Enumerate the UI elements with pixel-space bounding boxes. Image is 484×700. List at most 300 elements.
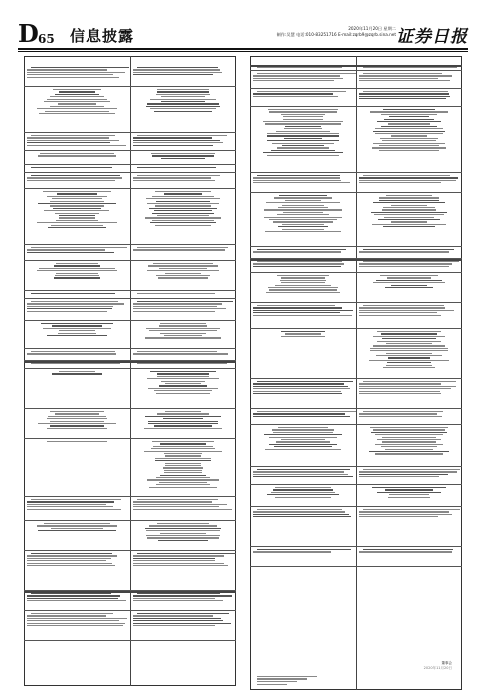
fine-print-line <box>377 439 440 440</box>
table-row-divider <box>24 290 236 291</box>
fine-print-line <box>159 325 206 326</box>
fine-print-line <box>137 67 218 68</box>
fine-print-line <box>164 193 202 194</box>
fine-print-line <box>359 182 441 183</box>
fine-print-line <box>263 152 343 153</box>
fine-print-line <box>133 565 228 566</box>
fine-print-line <box>363 411 443 412</box>
page-number: 65 <box>38 32 55 46</box>
fine-print-line <box>279 195 327 196</box>
fine-print-line <box>375 434 444 435</box>
fine-print-line <box>376 355 443 356</box>
fine-print-line <box>373 202 446 203</box>
fine-print-line <box>359 93 449 94</box>
fine-print-line <box>155 191 212 192</box>
fine-print-line <box>133 506 219 507</box>
fine-print-line <box>359 180 456 181</box>
fine-print-line <box>273 432 333 433</box>
header-rule <box>18 48 468 50</box>
fine-print-line <box>27 565 115 566</box>
fine-print-line <box>50 201 104 202</box>
fine-print-line <box>375 133 442 134</box>
fine-print-line <box>165 383 200 384</box>
fine-print-line <box>156 484 210 485</box>
fine-print-line <box>152 220 214 221</box>
fine-print-line <box>253 386 348 387</box>
fine-print-line <box>377 121 441 122</box>
fine-print-line <box>384 217 433 218</box>
fine-print-line <box>253 177 340 178</box>
fine-print-line <box>27 618 127 619</box>
fine-print-line <box>59 217 95 218</box>
fine-print-line <box>133 137 212 138</box>
fine-print-line <box>39 268 115 269</box>
fine-print-line <box>164 453 202 454</box>
fine-print-line <box>282 224 324 225</box>
fine-print-line <box>391 135 426 136</box>
fine-print-line <box>381 114 436 115</box>
table-row-divider <box>250 408 462 409</box>
fine-print-line <box>278 207 328 208</box>
fine-print-line <box>165 455 200 456</box>
fine-print-line <box>385 489 433 490</box>
fine-print-line <box>27 509 121 510</box>
fine-print-line <box>273 489 333 490</box>
fine-print-line <box>386 365 433 366</box>
fine-print-line <box>359 474 448 475</box>
fine-print-line <box>257 73 356 74</box>
newspaper-logo: 证券日报 <box>396 27 468 47</box>
fine-print-line <box>359 263 452 264</box>
fine-print-line <box>257 67 342 68</box>
fine-print-line <box>371 212 448 213</box>
fine-print-line <box>379 200 438 201</box>
fine-print-line <box>27 142 110 143</box>
fine-print-line <box>157 373 210 374</box>
fine-print-line <box>47 418 106 419</box>
fine-print-line <box>253 266 341 267</box>
fine-print-line <box>359 78 438 79</box>
fine-print-line <box>253 80 334 81</box>
announcement-body <box>24 56 462 690</box>
fine-print-line <box>274 197 332 198</box>
fine-print-line <box>155 225 210 226</box>
fine-print-line <box>160 323 205 324</box>
fine-print-line <box>53 208 101 209</box>
fine-print-line <box>133 509 232 510</box>
fine-print-line <box>147 479 220 480</box>
table-divider <box>356 56 357 690</box>
fine-print-line <box>148 421 219 422</box>
fine-print-line <box>387 277 432 278</box>
fine-print-line <box>359 471 457 472</box>
fine-print-line <box>160 475 207 476</box>
fine-print-line <box>31 553 112 554</box>
fine-print-line <box>157 413 209 414</box>
fine-print-line <box>43 191 111 192</box>
fine-print-line <box>147 270 220 271</box>
fine-print-line <box>37 222 116 223</box>
fine-print-line <box>283 119 323 120</box>
fine-print-line <box>359 388 451 389</box>
fine-print-line <box>58 103 97 104</box>
fine-print-line <box>359 315 441 316</box>
fine-print-line <box>377 341 442 342</box>
fine-print-line <box>253 307 342 308</box>
fine-print-line <box>253 388 350 389</box>
fine-print-line <box>31 167 112 168</box>
fine-print-line <box>268 109 338 110</box>
fine-print-line <box>264 209 343 210</box>
table-row-divider <box>24 320 236 321</box>
fine-print-line <box>146 198 220 199</box>
fine-print-line <box>133 72 222 73</box>
fine-print-line <box>156 477 209 478</box>
fine-print-line <box>47 335 106 336</box>
fine-print-line <box>257 509 342 510</box>
fine-print-line <box>278 427 327 428</box>
fine-print-line <box>27 180 115 181</box>
fine-print-line <box>31 293 115 294</box>
fine-print-line <box>133 140 220 141</box>
fine-print-line <box>271 150 335 151</box>
fine-print-line <box>163 418 203 419</box>
fine-print-line <box>54 277 100 278</box>
fine-print-line <box>150 99 216 100</box>
table-row-divider <box>24 610 236 611</box>
fine-print-line <box>253 474 348 475</box>
fine-print-line <box>382 437 437 438</box>
fine-print-line <box>284 138 322 139</box>
fine-print-line <box>158 540 208 541</box>
fine-print-line <box>273 221 334 222</box>
fine-print-line <box>257 411 356 412</box>
fine-print-line <box>153 446 213 447</box>
fine-print-line <box>277 275 328 276</box>
fine-print-line <box>137 301 233 302</box>
fine-print-line <box>27 623 125 624</box>
masthead <box>18 19 468 48</box>
fine-print-line <box>359 383 441 384</box>
fine-print-line <box>269 437 337 438</box>
fine-print-line <box>58 333 97 334</box>
fine-print-line <box>149 525 216 526</box>
fine-print-line <box>264 217 342 218</box>
fine-print-line <box>265 231 341 232</box>
left-announcement-column <box>24 56 236 686</box>
fine-print-line <box>146 328 220 329</box>
fine-print-line <box>359 80 450 81</box>
fine-print-line <box>55 213 100 214</box>
fine-print-line <box>154 425 212 426</box>
fine-print-line <box>44 210 109 211</box>
fine-print-line <box>137 167 216 168</box>
fine-print-line <box>27 140 119 141</box>
header-subrule <box>18 51 468 52</box>
fine-print-line <box>267 140 339 141</box>
fine-print-line <box>133 306 217 307</box>
fine-print-line <box>372 147 446 148</box>
fine-print-line <box>373 345 446 346</box>
fine-print-line <box>165 273 202 274</box>
fine-print-line <box>160 443 206 444</box>
fine-print-line <box>253 393 342 394</box>
fine-print-line <box>386 343 433 344</box>
fine-print-line <box>161 96 206 97</box>
table-row-divider <box>24 640 236 641</box>
fine-print-line <box>359 514 452 515</box>
fine-print-line <box>40 153 113 154</box>
fine-print-line <box>159 482 208 483</box>
page-letter: D <box>18 19 39 48</box>
fine-print-line <box>359 511 449 512</box>
fine-print-line <box>133 74 213 75</box>
fine-print-line <box>51 225 104 226</box>
fine-print-line <box>27 69 107 70</box>
fine-print-line <box>133 308 226 309</box>
fine-print-line <box>282 145 324 146</box>
fine-print-line <box>55 413 99 414</box>
fine-print-line <box>160 333 205 334</box>
fine-print-line <box>383 226 435 227</box>
fine-print-line <box>50 205 103 206</box>
table-row-divider <box>24 86 236 87</box>
fine-print-line <box>264 434 343 435</box>
fine-print-line <box>53 89 102 90</box>
fine-print-line <box>133 563 224 564</box>
fine-print-line <box>144 428 223 429</box>
fine-print-line <box>363 469 460 470</box>
fine-print-line <box>44 101 111 102</box>
fine-print-line <box>52 198 103 199</box>
fine-print-line <box>47 428 108 429</box>
fine-print-line <box>271 492 336 493</box>
fine-print-line <box>363 305 444 306</box>
fine-print-line <box>38 423 116 424</box>
fine-print-line <box>31 135 115 136</box>
fine-print-line <box>55 94 98 95</box>
table-row-divider <box>24 188 236 189</box>
fine-print-line <box>156 201 209 202</box>
fine-print-line <box>369 451 449 452</box>
table-row-divider <box>250 70 462 71</box>
fine-print-line <box>152 441 213 442</box>
right-announcement-column <box>250 56 462 690</box>
fine-print-line <box>253 312 340 313</box>
fine-print-line <box>133 598 215 599</box>
fine-print-line <box>373 429 445 430</box>
fine-print-line <box>59 371 96 372</box>
fine-print-line <box>372 224 447 225</box>
fine-print-line <box>378 219 440 220</box>
fine-print-line <box>145 337 221 338</box>
fine-print-line <box>27 620 119 621</box>
fine-print-line <box>363 509 460 510</box>
fine-print-line <box>257 175 340 176</box>
fine-print-line <box>382 209 436 210</box>
fine-print-line <box>57 193 97 194</box>
fine-print-line <box>56 273 97 274</box>
fine-print-line <box>27 177 122 178</box>
fine-print-line <box>133 311 215 312</box>
fine-print-line <box>266 202 340 203</box>
fine-print-line <box>381 446 437 447</box>
fine-print-line <box>133 558 215 559</box>
fine-print-line <box>133 555 224 556</box>
fine-print-line <box>31 499 121 500</box>
fine-print-line <box>370 348 448 349</box>
fine-print-line <box>257 91 346 92</box>
fine-print-line <box>379 145 438 146</box>
fine-print-line <box>382 140 435 141</box>
fine-print-line <box>379 150 439 151</box>
fine-print-line <box>147 103 218 104</box>
fine-print-line <box>27 249 105 250</box>
fine-print-line <box>383 207 435 208</box>
fine-print-line <box>253 93 333 94</box>
fine-print-line <box>383 367 435 368</box>
fine-print-line <box>27 600 126 601</box>
fine-print-line <box>27 506 113 507</box>
fine-print-line <box>56 220 97 221</box>
table-row-divider <box>250 328 462 329</box>
fine-print-line <box>359 416 442 417</box>
fine-print-line <box>150 108 216 109</box>
table-row-divider <box>24 520 236 521</box>
fine-print-line <box>389 494 429 495</box>
fine-print-line <box>50 106 103 107</box>
fine-print-line <box>133 620 223 621</box>
fine-print-line <box>148 265 218 266</box>
issue-info <box>277 26 396 38</box>
table-row-divider <box>24 132 236 133</box>
fine-print-line <box>274 446 332 447</box>
fine-print-line <box>133 145 213 146</box>
fine-print-line <box>137 175 220 176</box>
fine-print-line <box>363 67 457 68</box>
fine-print-line <box>59 91 95 92</box>
fine-print-line <box>155 460 212 461</box>
table-row-divider <box>24 550 236 551</box>
fine-print-line <box>257 305 335 306</box>
fine-print-line <box>133 180 215 181</box>
fine-print-line <box>267 135 340 136</box>
fine-print-line <box>27 303 124 304</box>
fine-print-line <box>359 307 445 308</box>
fine-print-line <box>253 180 341 181</box>
fine-print-line <box>47 196 108 197</box>
table-row-divider <box>250 566 462 567</box>
fine-print-line <box>27 555 117 556</box>
fine-print-line <box>281 331 326 332</box>
fine-print-line <box>359 96 450 97</box>
fine-print-line <box>133 560 215 561</box>
fine-print-line <box>133 177 211 178</box>
fine-print-line <box>275 497 332 498</box>
fine-print-line <box>382 441 435 442</box>
fine-print-line <box>282 205 323 206</box>
section-title: 信息披露 <box>70 27 135 45</box>
fine-print-line <box>359 391 440 392</box>
fine-print-line <box>50 425 103 426</box>
fine-print-line <box>52 373 102 374</box>
fine-print-line <box>359 476 439 477</box>
fine-print-line <box>282 229 325 230</box>
fine-print-line <box>386 195 432 196</box>
fine-print-line <box>281 277 324 278</box>
fine-print-line <box>38 530 117 531</box>
fine-print-line <box>133 625 215 626</box>
fine-print-line <box>253 551 331 552</box>
fine-print-line <box>38 203 116 204</box>
fine-print-line <box>373 336 444 337</box>
fine-print-line <box>133 69 220 70</box>
fine-print-line <box>382 338 436 339</box>
fine-print-line <box>146 530 221 531</box>
fine-print-line <box>157 89 209 90</box>
fine-print-line <box>385 449 433 450</box>
fine-print-line <box>267 133 339 134</box>
fine-print-line <box>149 487 217 488</box>
fine-print-line <box>371 432 446 433</box>
table-row-divider <box>24 260 236 261</box>
fine-print-line <box>161 101 206 102</box>
fine-print-line <box>59 215 95 216</box>
fine-print-line <box>137 293 215 294</box>
fine-print-line <box>391 285 427 286</box>
fine-print-line <box>363 549 453 550</box>
fine-print-line <box>253 471 344 472</box>
fine-print-line <box>52 325 102 326</box>
fine-print-line <box>384 119 433 120</box>
fine-print-line <box>363 249 454 250</box>
fine-print-line <box>253 416 350 417</box>
fine-print-line <box>359 386 456 387</box>
fine-print-line <box>147 537 219 538</box>
fine-print-line <box>359 310 454 311</box>
fine-print-line <box>50 96 104 97</box>
fine-print-line <box>376 280 442 281</box>
fine-print-line <box>151 448 214 449</box>
fine-print-line <box>156 393 210 394</box>
fine-print-line <box>363 381 456 382</box>
fine-print-line <box>359 393 441 394</box>
fine-print-line <box>253 78 343 79</box>
editor-contact: 制作:吴慧 电话:010-83251716 E-mail:zqrb9@zqrb.sina.net <box>276 32 396 37</box>
fine-print-line <box>276 131 330 132</box>
fine-print-line <box>38 155 117 156</box>
fine-print-line <box>253 315 352 316</box>
fine-print-line <box>27 615 106 616</box>
fine-print-line <box>253 413 345 414</box>
fine-print-line <box>133 142 223 143</box>
fine-print-line <box>374 214 443 215</box>
fine-print-line <box>148 388 217 389</box>
fine-print-line <box>269 289 336 290</box>
fine-print-line <box>380 138 439 139</box>
fine-print-line <box>281 439 325 440</box>
fine-print-line <box>27 77 119 78</box>
fine-print-line <box>31 301 118 302</box>
signature-company: 董事会 <box>441 661 452 665</box>
fine-print-line <box>37 525 116 526</box>
fine-print-line <box>47 441 107 442</box>
fine-print-line <box>137 553 236 554</box>
fine-print-line <box>27 137 109 138</box>
fine-print-line <box>164 470 202 471</box>
fine-print-line <box>257 381 353 382</box>
fine-print-line <box>133 623 231 624</box>
